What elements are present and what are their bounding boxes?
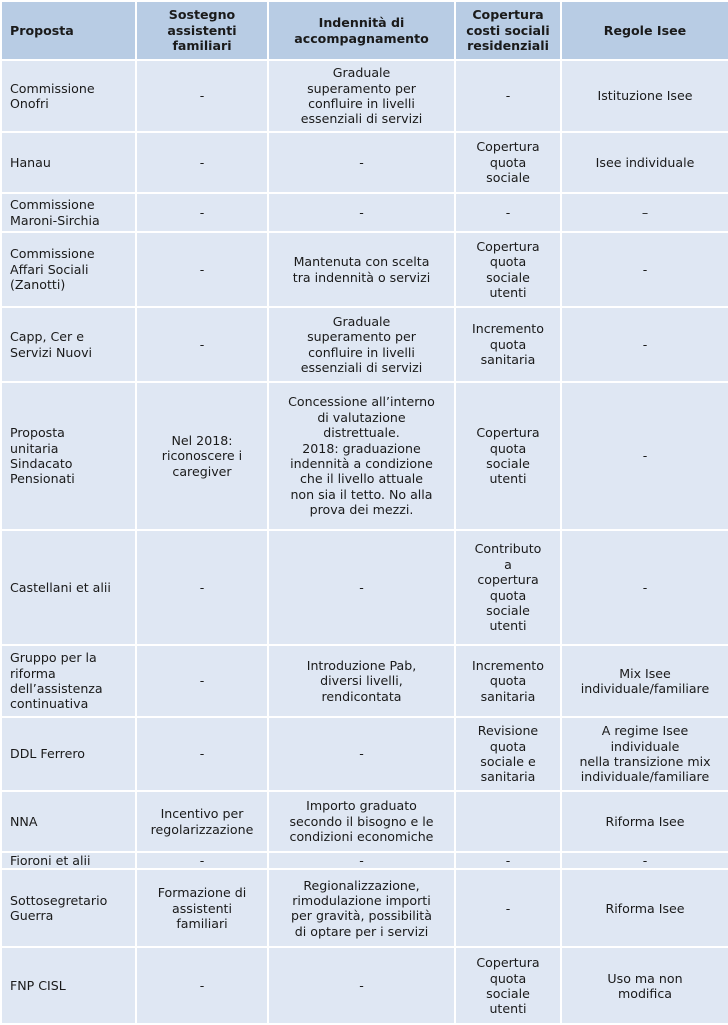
cell-copertura (455, 307, 561, 382)
cell-copertura (455, 717, 561, 791)
table-row (1, 791, 728, 852)
cell-sostegno (136, 60, 268, 132)
cell-indennita (268, 645, 455, 717)
header-indennita: Indennità di accompagnamento (268, 1, 455, 60)
header-copertura-costi: Copertura costi sociali residenziali (455, 1, 561, 60)
cell-text: - (359, 154, 364, 170)
cell-copertura (455, 852, 561, 869)
cell-text: Incremento quota sanitaria (472, 321, 544, 368)
cell-text: FNP CISL (10, 978, 66, 994)
cell-proposta (1, 382, 136, 530)
cell-indennita (268, 717, 455, 791)
cell-text: - (505, 853, 511, 868)
cell-text: - (199, 673, 205, 689)
cell-text: Copertura quota sociale utenti (476, 425, 540, 487)
table-row (1, 60, 728, 132)
table-row (1, 645, 728, 717)
cell-regole-isee (561, 852, 728, 869)
cell-text: Introduzione Pab, diversi livelli, rendicontata (306, 657, 417, 704)
cell-regole-isee (561, 232, 728, 307)
cell-text: Gruppo per la riforma dell’assistenza continuativa (10, 650, 103, 712)
cell-sostegno (136, 307, 268, 382)
cell-text: - (199, 261, 205, 277)
cell-copertura (455, 382, 561, 530)
cell-text: - (199, 154, 205, 170)
cell-text: Regionalizzazione, rimodulazione importi per gravità, possibilità di optare per i servizi (291, 877, 432, 939)
table-row (1, 232, 728, 307)
cell-text: Hanau (10, 154, 51, 170)
cell-text: Incremento quota sanitaria (472, 657, 544, 704)
table-row (1, 717, 728, 791)
cell-text: - (505, 88, 511, 104)
cell-sostegno (136, 717, 268, 791)
cell-indennita (268, 852, 455, 869)
cell-text: Castellani et alii (10, 579, 111, 595)
cell-indennita (268, 382, 455, 530)
cell-copertura (455, 60, 561, 132)
header-sostegno-assistenti: Sostegno assistenti familiari (136, 1, 268, 60)
cell-proposta (1, 307, 136, 382)
cell-proposta (1, 869, 136, 947)
cell-copertura (455, 791, 561, 852)
table-row (1, 193, 728, 232)
cell-proposta (1, 947, 136, 1024)
table-row (1, 307, 728, 382)
cell-text: - (359, 746, 364, 762)
cell-text: - (642, 579, 648, 595)
cell-sostegno (136, 382, 268, 530)
cell-regole-isee (561, 645, 728, 717)
cell-text: Formazione di assistenti familiari (157, 885, 247, 932)
cell-text: - (642, 448, 648, 464)
cell-indennita (268, 232, 455, 307)
cell-text: - (505, 204, 511, 220)
cell-text: A regime Isee individuale nella transizione mix individuale/familiare (579, 723, 711, 785)
cell-text: Mix Isee individuale/familiare (580, 665, 710, 696)
cell-text: Contributo a copertura quota sociale utenti (474, 541, 542, 634)
cell-regole-isee (561, 307, 728, 382)
cell-regole-isee (561, 717, 728, 791)
cell-text: - (199, 746, 205, 762)
cell-text: - (199, 853, 205, 868)
cell-indennita (268, 869, 455, 947)
cell-text: - (199, 336, 205, 352)
cell-proposta (1, 645, 136, 717)
cell-text: Riforma Isee (605, 813, 685, 829)
table-header-row (1, 1, 728, 60)
cell-indennita (268, 60, 455, 132)
cell-text: Fioroni et alii (10, 853, 91, 868)
cell-regole-isee (561, 382, 728, 530)
cell-regole-isee (561, 132, 728, 193)
cell-text: - (642, 336, 648, 352)
cell-text: - (359, 579, 364, 595)
cell-regole-isee (561, 791, 728, 852)
cell-sostegno (136, 869, 268, 947)
header-regole-isee: Regole Isee (561, 1, 728, 60)
cell-text: Capp, Cer e Servizi Nuovi (10, 329, 93, 360)
cell-proposta (1, 791, 136, 852)
cell-text: - (359, 204, 364, 220)
cell-text: – (641, 204, 649, 220)
table-row (1, 852, 728, 869)
cell-text: Copertura quota sociale (476, 139, 540, 186)
cell-text: Sottosegretario Guerra (10, 893, 108, 924)
cell-proposta (1, 852, 136, 869)
cell-text: Isee individuale (595, 154, 695, 170)
cell-text: - (642, 853, 648, 868)
cell-copertura (455, 947, 561, 1024)
cell-indennita (268, 530, 455, 645)
cell-text: - (199, 204, 205, 220)
cell-proposta (1, 530, 136, 645)
cell-sostegno (136, 791, 268, 852)
table-row (1, 382, 728, 530)
cell-copertura (455, 193, 561, 232)
cell-indennita (268, 791, 455, 852)
cell-regole-isee (561, 947, 728, 1024)
cell-text: Commissione Onofri (10, 80, 95, 111)
cell-text: - (199, 579, 205, 595)
cell-copertura (455, 232, 561, 307)
cell-sostegno (136, 947, 268, 1024)
cell-sostegno (136, 530, 268, 645)
cell-copertura (455, 530, 561, 645)
cell-sostegno (136, 232, 268, 307)
cell-text: Riforma Isee (605, 900, 685, 916)
cell-text: Graduale superamento per confluire in livelli essenziali di servizi (300, 65, 423, 127)
cell-indennita (268, 193, 455, 232)
cell-proposta (1, 60, 136, 132)
cell-regole-isee (561, 530, 728, 645)
cell-proposta (1, 193, 136, 232)
cell-copertura (455, 645, 561, 717)
cell-text: - (642, 261, 648, 277)
cell-text: - (359, 978, 364, 994)
cell-copertura (455, 132, 561, 193)
cell-indennita (268, 947, 455, 1024)
cell-text: - (199, 88, 205, 104)
cell-text: - (359, 853, 364, 868)
cell-text: Mantenuta con scelta tra indennità o servizi (292, 254, 431, 285)
cell-text: Commissione Maroni-Sirchia (10, 197, 100, 228)
cell-regole-isee (561, 193, 728, 232)
cell-text: Copertura quota sociale utenti (476, 238, 540, 300)
cell-text: Proposta unitaria Sindacato Pensionati (10, 425, 75, 487)
cell-regole-isee (561, 60, 728, 132)
cell-text: Revisione quota sociale e sanitaria (477, 723, 539, 785)
cell-regole-isee (561, 869, 728, 947)
cell-text: Graduale superamento per confluire in livelli essenziali di servizi (300, 313, 423, 375)
cell-proposta (1, 132, 136, 193)
cell-text: - (505, 900, 511, 916)
cell-text: DDL Ferrero (10, 746, 85, 762)
cell-text: Istituzione Isee (597, 88, 693, 104)
cell-sostegno (136, 193, 268, 232)
cell-sostegno (136, 132, 268, 193)
cell-text: Uso ma non modifica (607, 970, 683, 1001)
cell-sostegno (136, 852, 268, 869)
table-row (1, 947, 728, 1024)
cell-sostegno (136, 645, 268, 717)
cell-proposta (1, 232, 136, 307)
table-row (1, 132, 728, 193)
header-proposta: Proposta (1, 1, 136, 60)
cell-text: Commissione Affari Sociali (Zanotti) (10, 246, 95, 293)
table-row (1, 530, 728, 645)
cell-text: Copertura quota sociale utenti (476, 955, 540, 1017)
table-row (1, 869, 728, 947)
cell-copertura (455, 869, 561, 947)
cell-proposta (1, 717, 136, 791)
cell-text: Importo graduato secondo il bisogno e le condizioni economiche (289, 798, 434, 845)
cell-text: Concessione all’interno di valutazione distrettuale. 2018: graduazione indennità a condizione che il livello attuale non sia il tetto. No alla prova dei mezzi. (288, 394, 435, 518)
cell-text: - (199, 978, 205, 994)
cell-text: NNA (10, 813, 38, 829)
cell-indennita (268, 132, 455, 193)
cell-text: Incentivo per regolarizzazione (150, 806, 254, 837)
cell-indennita (268, 307, 455, 382)
cell-text: Nel 2018: riconoscere i caregiver (161, 432, 243, 479)
